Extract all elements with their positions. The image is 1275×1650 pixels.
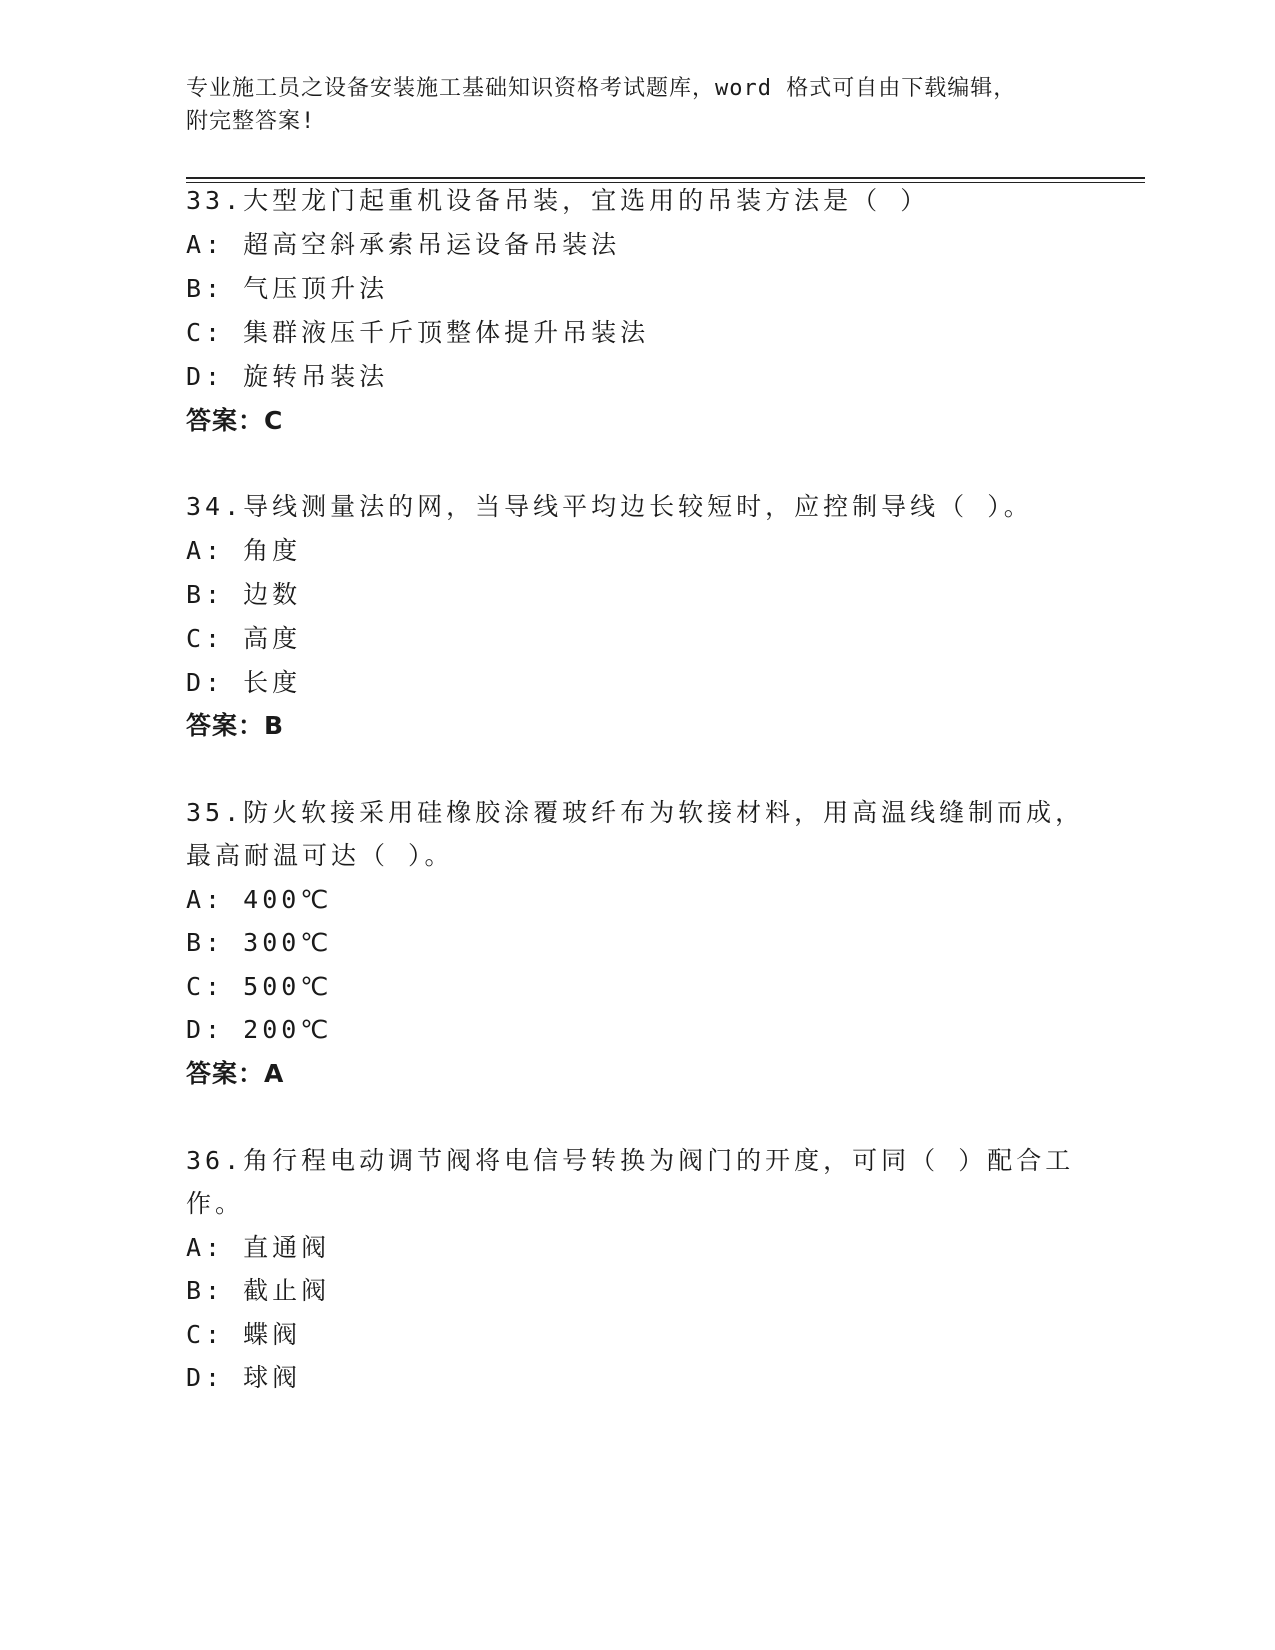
question-36-option-d: D: 球阀 xyxy=(186,1363,302,1392)
question-34-stem: 34.导线测量法的网，当导线平均边长较短时，应控制导线（ ）。 xyxy=(186,492,1033,521)
header-line-1: 专业施工员之设备安装施工基础知识资格考试题库，word 格式可自由下载编辑， xyxy=(186,76,1017,101)
question-33-option-b: B: 气压顶升法 xyxy=(186,274,389,303)
question-33-option-d: D: 旋转吊装法 xyxy=(186,362,389,391)
question-34-option-c: C: 高度 xyxy=(186,624,302,653)
question-34-option-a: A: 角度 xyxy=(186,536,302,565)
question-36-stem-line-2: 作。 xyxy=(186,1189,245,1218)
question-36-option-c: C: 蝶阀 xyxy=(186,1320,302,1349)
question-35-option-c: C: 500℃ xyxy=(186,972,333,1001)
header-divider-thick xyxy=(186,177,1145,179)
question-35-option-d: D: 200℃ xyxy=(186,1015,333,1044)
header-divider-thin xyxy=(186,182,1145,183)
question-36-stem-line-1: 36.角行程电动调节阀将电信号转换为阀门的开度，可同（ ）配合工 xyxy=(186,1146,1075,1175)
question-33-option-a: A: 超高空斜承索吊运设备吊装法 xyxy=(186,230,621,259)
question-33-option-c: C: 集群液压千斤顶整体提升吊装法 xyxy=(186,318,650,347)
question-35-stem-line-2: 最高耐温可达（ ）。 xyxy=(186,841,454,870)
question-34-option-b: B: 边数 xyxy=(186,580,302,609)
header-line-2: 附完整答案! xyxy=(186,109,316,134)
question-33-answer: 答案：C xyxy=(186,406,284,435)
question-35-option-a: A: 400℃ xyxy=(186,885,333,914)
question-36-option-a: A: 直通阀 xyxy=(186,1233,331,1262)
question-35-stem-line-1: 35.防火软接采用硅橡胶涂覆玻纤布为软接材料，用高温线缝制而成， xyxy=(186,798,1085,827)
question-36-option-b: B: 截止阀 xyxy=(186,1276,331,1305)
document-header xyxy=(186,72,1086,138)
question-35-option-b: B: 300℃ xyxy=(186,928,333,957)
question-34-answer: 答案：B xyxy=(186,711,285,740)
question-33-stem: 33.大型龙门起重机设备吊装，宜选用的吊装方法是（ ） xyxy=(186,186,930,215)
question-34-option-d: D: 长度 xyxy=(186,668,302,697)
question-35-answer: 答案：A xyxy=(186,1059,285,1088)
